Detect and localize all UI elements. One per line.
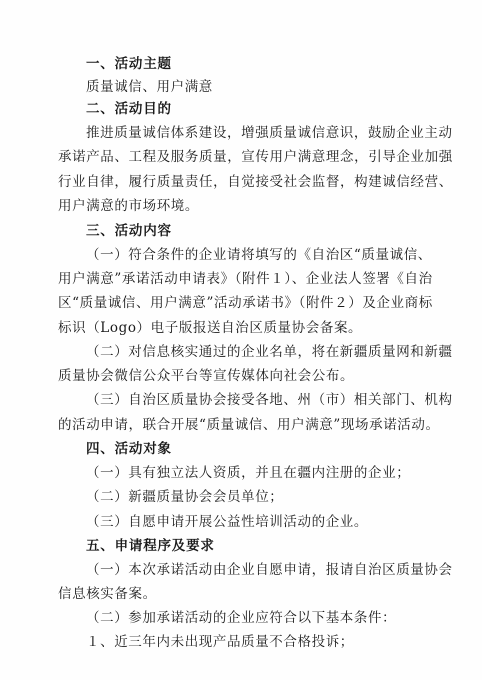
condition-1: １、近三年内未出现产品质量不合格投诉；	[86, 634, 354, 650]
target-item-1: （一）具有独立法人资质，并且在疆内注册的企业；	[86, 465, 411, 481]
section-heading-purpose: 二、活动目的	[86, 101, 172, 117]
content-1-line-4: 标识（Logo）电子版报送自治区质量协会备案。	[58, 320, 363, 336]
section-heading-content: 三、活动内容	[86, 223, 172, 239]
content-3-line-1: （三）自治区质量协会接受各地、州（市）相关部门、机构	[86, 392, 453, 408]
content-2-line-2: 质量协会微信公众平台等宣传媒体向社会公布。	[58, 368, 355, 384]
content-3-line-2: 的活动申请，联合开展“质量诚信、用户满意”现场承诺活动。	[58, 417, 440, 433]
target-item-3: （三）自愿申请开展公益性培训活动的企业。	[86, 514, 368, 530]
section-heading-theme: 一、活动主题	[86, 56, 172, 72]
content-1-line-3: 区“质量诚信、用户满意”活动承诺书》（附件２）及企业商标	[58, 295, 433, 311]
procedure-1-line-1: （一）本次承诺活动由企业自愿申请，报请自治区质量协会	[86, 562, 453, 578]
purpose-line-1: 推进质量诚信体系建设，增强质量诚信意识，鼓励企业主动	[86, 125, 453, 141]
section-heading-procedure: 五、申请程序及要求	[86, 538, 215, 554]
purpose-line-3: 行业自律，履行质量责任，自觉接受社会监督，构建诚信经营、	[58, 174, 453, 190]
theme-text: 质量诚信、用户满意	[86, 79, 213, 95]
content-1-line-2: 用户满意”承诺活动申请表》（附件１）、企业法人签署《自治	[58, 271, 433, 287]
purpose-line-2: 承诺产品、工程及服务质量，宣传用户满意理念，引导企业加强	[58, 149, 453, 165]
purpose-line-4: 用户满意的市场环境。	[58, 198, 199, 214]
content-1-line-1: （一）符合条件的企业请将填写的《自治区“质量诚信、	[86, 247, 432, 263]
procedure-1-line-2: 信息核实备案。	[58, 586, 157, 602]
content-2-line-1: （二）对信息核实通过的企业名单，将在新疆质量网和新疆	[86, 344, 453, 360]
target-item-2: （二）新疆质量协会会员单位；	[86, 489, 284, 505]
section-heading-targets: 四、活动对象	[86, 441, 172, 457]
procedure-2-line-1: （二）参加承诺活动的企业应符合以下基本条件：	[86, 610, 397, 626]
